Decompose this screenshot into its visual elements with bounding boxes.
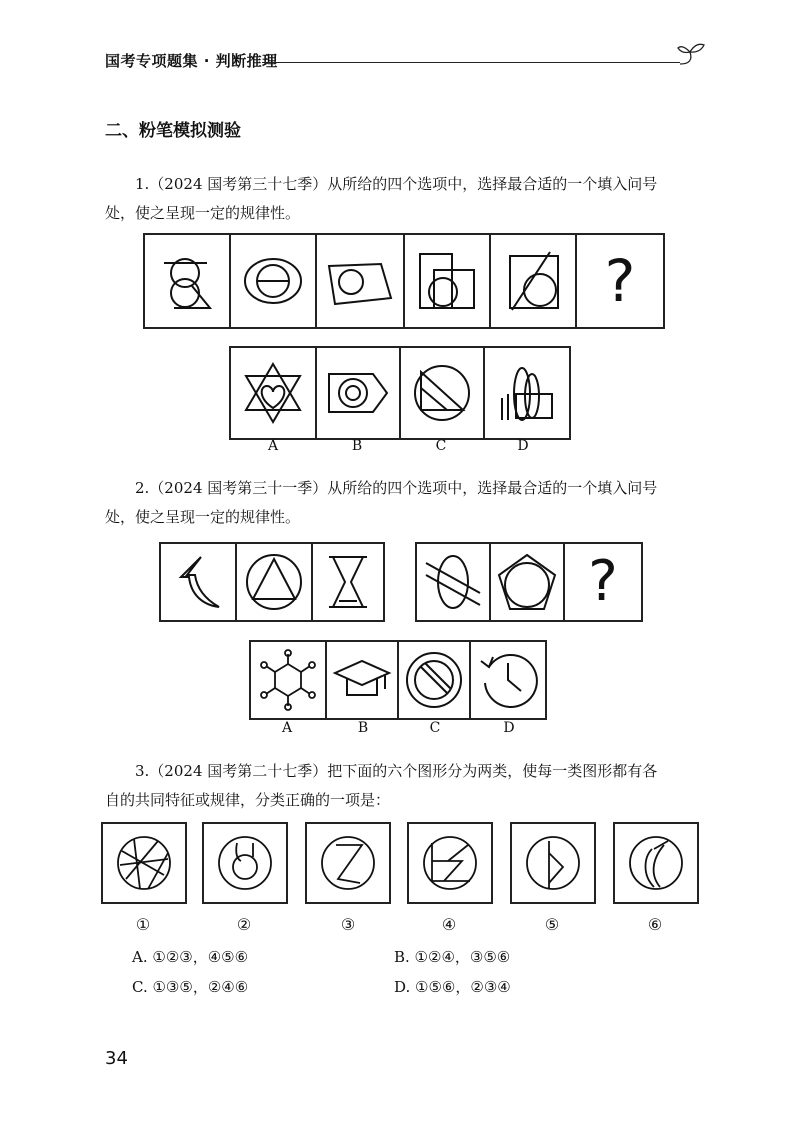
q3-figure-1 (101, 822, 187, 904)
q3-answer-a[interactable]: A. ①②③，④⑤⑥ (132, 948, 249, 966)
header-rule (262, 62, 680, 63)
q3-answer-b[interactable]: B. ①②④，③⑤⑥ (394, 948, 511, 966)
q1-option-d-label[interactable]: D (517, 438, 529, 454)
question-2-text (105, 474, 705, 532)
q3-answer-d[interactable]: D. ①⑤⑥，②③④ (394, 978, 511, 996)
q2-question-mark-cell (565, 544, 641, 620)
q1-option-b-figure (317, 348, 401, 438)
question-3-line-2: 自的共同特征或规律，分类正确的一项是： (105, 791, 391, 809)
question-1-figure-row (143, 233, 665, 329)
q3-figure-3 (305, 822, 391, 904)
q2-figure-1 (161, 544, 237, 620)
q3-figure-4-label: ④ (441, 915, 457, 934)
question-3-text (105, 757, 705, 815)
q1-option-a-figure (231, 348, 317, 438)
sprout-icon (676, 40, 706, 66)
question-2-line-1: 2.（2024 国考第三十一季）从所给的四个选项中，选择最合适的一个填入问号 (135, 479, 658, 497)
q1-figure-5 (491, 235, 577, 327)
q2-option-a-label[interactable]: A (281, 720, 293, 736)
question-1-line-1: 1.（2024 国考第三十七季）从所给的四个选项中，选择最合适的一个填入问号 (135, 175, 658, 193)
q2-option-c-label[interactable]: C (429, 720, 441, 736)
q3-figure-2 (202, 822, 288, 904)
question-2-line-2: 处，使之呈现一定的规律性。 (105, 508, 301, 526)
question-2-options-row (249, 640, 547, 720)
q3-figure-3-label: ③ (340, 915, 356, 934)
q1-figure-2 (231, 235, 317, 327)
q3-figure-2-label: ② (236, 915, 252, 934)
q1-figure-3 (317, 235, 405, 327)
question-1-options-row (229, 346, 571, 440)
q2-figure-3 (313, 544, 383, 620)
q3-figure-6 (613, 822, 699, 904)
q1-question-mark: ? (604, 247, 636, 315)
q1-figure-1 (145, 235, 231, 327)
q2-option-b-figure (327, 642, 399, 718)
q2-option-d-figure (471, 642, 545, 718)
q2-question-mark: ? (588, 549, 618, 614)
q2-option-b-label[interactable]: B (357, 720, 369, 736)
q2-option-c-figure (399, 642, 471, 718)
q3-figure-6-label: ⑥ (647, 915, 663, 934)
q1-question-mark-cell (577, 235, 663, 327)
question-2-figure-group-1 (159, 542, 385, 622)
q2-figure-4 (417, 544, 491, 620)
q1-option-c-figure (401, 348, 485, 438)
q2-option-a-figure (251, 642, 327, 718)
q2-option-d-label[interactable]: D (503, 720, 515, 736)
question-3-line-1: 3.（2024 国考第二十七季）把下面的六个图形分为两类，使每一类图形都有各 (135, 762, 658, 780)
question-2-figure-group-2 (415, 542, 643, 622)
q1-option-b-label[interactable]: B (351, 438, 363, 454)
q3-answer-c[interactable]: C. ①③⑤，②④⑥ (132, 978, 249, 996)
q1-option-d-figure (485, 348, 569, 438)
section-title: 二、粉笔模拟测验 (105, 121, 241, 141)
q2-figure-2 (237, 544, 313, 620)
q3-figure-5-label: ⑤ (544, 915, 560, 934)
q3-figure-4 (407, 822, 493, 904)
question-1-line-2: 处，使之呈现一定的规律性。 (105, 204, 301, 222)
q1-option-a-label[interactable]: A (267, 438, 279, 454)
running-header-title: 国考专项题集 · 判断推理 (105, 52, 278, 70)
q3-figure-1-label: ① (135, 915, 151, 934)
question-1-text (105, 170, 705, 228)
page-number: 34 (105, 1048, 128, 1069)
q3-figure-5 (510, 822, 596, 904)
q1-figure-4 (405, 235, 491, 327)
q2-figure-5 (491, 544, 565, 620)
q1-option-c-label[interactable]: C (435, 438, 447, 454)
